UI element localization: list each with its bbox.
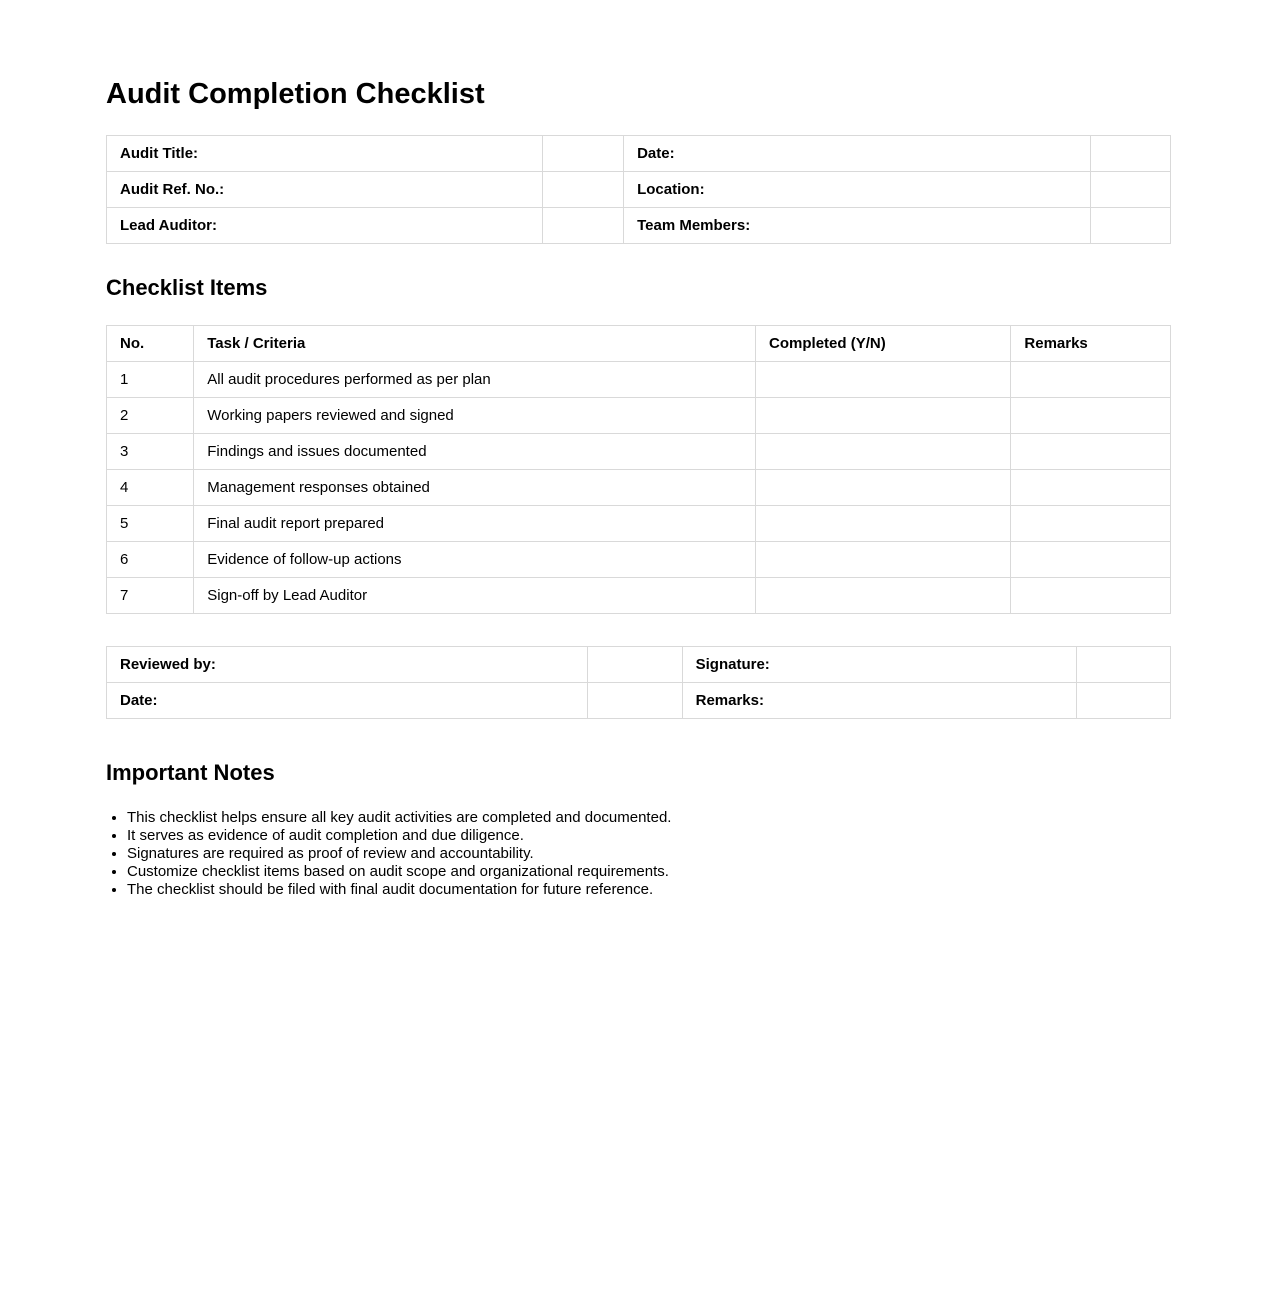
note-item: • Customize checklist items based on audit scope and organizational requirements.: [127, 863, 1171, 881]
table-row: [107, 578, 1171, 614]
table-row: [107, 398, 1171, 434]
reviewed-by-value-cell: [587, 647, 682, 683]
audit-title-value-cell: [543, 136, 624, 172]
date-label: Date:: [624, 136, 1091, 172]
review-remarks-label: Remarks:: [682, 683, 1077, 719]
task-cell: Sign-off by Lead Auditor: [194, 578, 756, 614]
completed-cell: [756, 470, 1011, 506]
table-row: [107, 470, 1171, 506]
team-members-value-cell: [1091, 208, 1171, 244]
note-item: • It serves as evidence of audit completion and due diligence.: [127, 827, 1171, 845]
row-number: 1: [107, 362, 194, 398]
notes-heading: Important Notes: [106, 760, 275, 785]
location-value-cell: [1091, 172, 1171, 208]
team-members-label: Team Members:: [624, 208, 1091, 244]
task-cell: Evidence of follow-up actions: [194, 542, 756, 578]
row-number: 7: [107, 578, 194, 614]
lead-auditor-label: Lead Auditor:: [107, 208, 543, 244]
date-value-cell: [1091, 136, 1171, 172]
notes-list: [106, 809, 1171, 899]
audit-info-table: [106, 135, 1171, 244]
table-row: [107, 434, 1171, 470]
completed-cell: [756, 398, 1011, 434]
checklist-heading: Checklist Items: [106, 275, 268, 300]
completed-cell: [756, 362, 1011, 398]
remarks-cell: [1011, 542, 1171, 578]
checklist-table: [106, 325, 1171, 614]
table-header-row: [107, 326, 1171, 362]
task-cell: Findings and issues documented: [194, 434, 756, 470]
remarks-cell: [1011, 434, 1171, 470]
note-item: • Signatures are required as proof of review and accountability.: [127, 845, 1171, 863]
completed-cell: [756, 434, 1011, 470]
review-date-label: Date:: [107, 683, 588, 719]
table-row: [107, 172, 1171, 208]
review-date-value-cell: [587, 683, 682, 719]
col-header-remarks: Remarks: [1011, 326, 1171, 362]
note-item: • The checklist should be filed with final audit documentation for future reference.: [127, 881, 1171, 899]
remarks-cell: [1011, 578, 1171, 614]
remarks-cell: [1011, 398, 1171, 434]
location-label: Location:: [624, 172, 1091, 208]
note-item: • This checklist helps ensure all key audit activities are completed and documented.: [127, 809, 1171, 827]
task-cell: Working papers reviewed and signed: [194, 398, 756, 434]
table-row: [107, 506, 1171, 542]
row-number: 4: [107, 470, 194, 506]
remarks-cell: [1011, 506, 1171, 542]
lead-auditor-value-cell: [543, 208, 624, 244]
table-row: [107, 136, 1171, 172]
task-cell: Management responses obtained: [194, 470, 756, 506]
row-number: 5: [107, 506, 194, 542]
task-cell: Final audit report prepared: [194, 506, 756, 542]
document: [106, 0, 1171, 899]
completed-cell: [756, 578, 1011, 614]
col-header-task: Task / Criteria: [194, 326, 756, 362]
reviewed-by-label: Reviewed by:: [107, 647, 588, 683]
col-header-completed: Completed (Y/N): [756, 326, 1011, 362]
remarks-cell: [1011, 470, 1171, 506]
audit-title-label: Audit Title:: [107, 136, 543, 172]
col-header-no: No.: [107, 326, 194, 362]
page-title: Audit Completion Checklist: [106, 78, 485, 110]
row-number: 3: [107, 434, 194, 470]
signature-label: Signature:: [682, 647, 1077, 683]
audit-ref-label: Audit Ref. No.:: [107, 172, 543, 208]
signature-value-cell: [1077, 647, 1171, 683]
table-row: [107, 208, 1171, 244]
table-row: [107, 362, 1171, 398]
review-signoff-table: [106, 646, 1171, 719]
row-number: 6: [107, 542, 194, 578]
completed-cell: [756, 506, 1011, 542]
review-remarks-value-cell: [1077, 683, 1171, 719]
remarks-cell: [1011, 362, 1171, 398]
task-cell: All audit procedures performed as per plan: [194, 362, 756, 398]
table-row: [107, 647, 1171, 683]
table-row: [107, 683, 1171, 719]
row-number: 2: [107, 398, 194, 434]
table-row: [107, 542, 1171, 578]
completed-cell: [756, 542, 1011, 578]
audit-ref-value-cell: [543, 172, 624, 208]
